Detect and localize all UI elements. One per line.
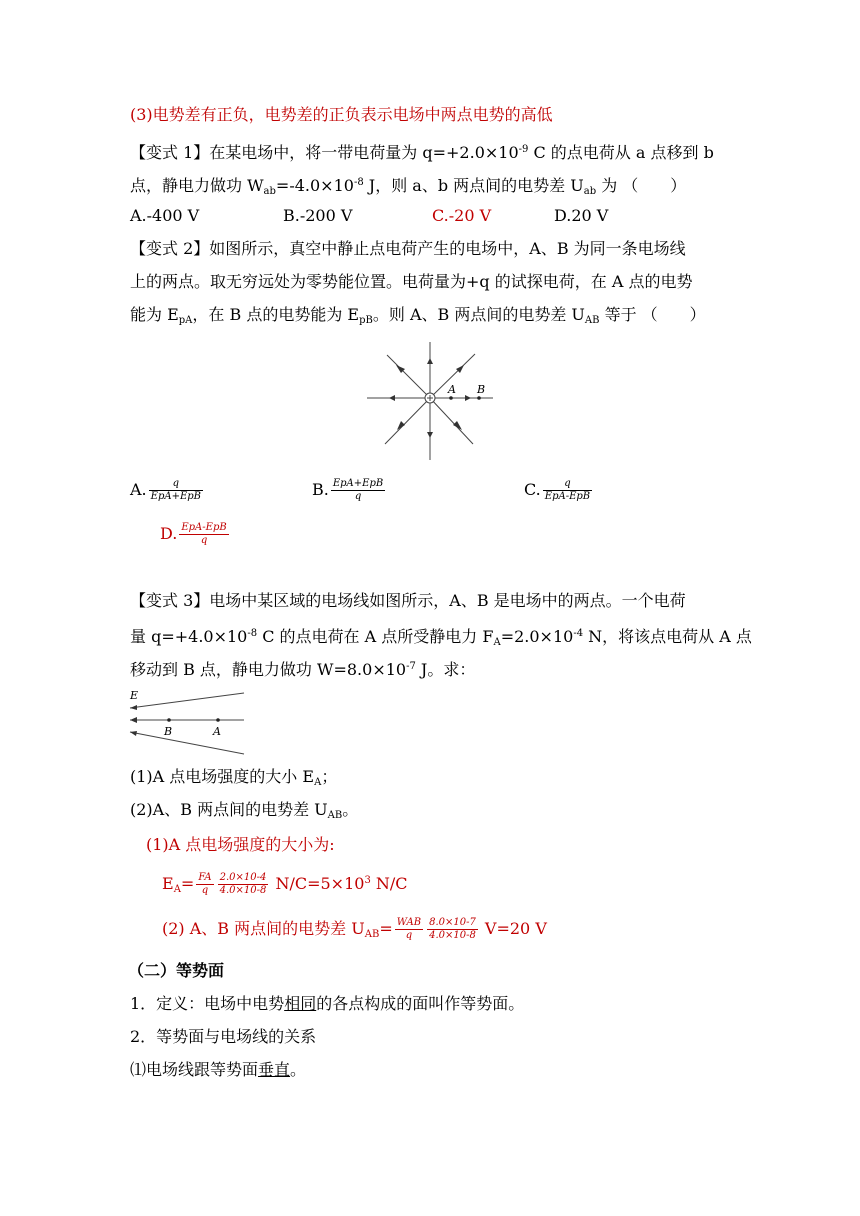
answer-1-formula [162,870,408,901]
numerator: WAB [396,917,422,928]
variant-1-option-a: A.-400 V [130,206,200,225]
fraction [149,478,203,503]
denominator: q [179,534,228,547]
denominator: 4.0×10-8 [219,885,267,896]
question-1 [130,766,337,794]
numerator: q [172,478,180,489]
denominator: q [331,490,385,503]
numerator: 8.0×10-7 [429,917,476,928]
text: 的各点构成的面叫作等势面。 [316,994,525,1013]
subscript: pB [359,315,373,326]
variant-1-heading: 【变式 1】 [130,143,210,162]
text: 量 q=+4.0×10 [130,627,248,646]
text: N，将该点电荷从 A 点 [583,627,752,646]
variant-2-line-1 [130,238,686,260]
option-letter: D. [160,524,178,543]
variant-1-option-d: D.20 V [554,206,609,225]
fraction [427,917,478,942]
text: 。 [342,800,359,819]
option-letter: B. [312,480,329,499]
underlined-term: 垂直 [258,1060,291,1079]
option-letter: A. [130,480,147,499]
numerator: EpA-EpB [181,522,227,533]
text: N/C [370,874,408,893]
figure-label-a: A [448,383,456,396]
text: 在某电场中，将一带电荷量为 q=+2.0×10 [209,143,519,162]
exponent: -8 [247,628,258,639]
denominator: 4.0×10-8 [429,930,476,941]
text: 。则 A、B 两点间的电势差 U [372,305,585,324]
variant-3-line-1 [130,590,686,612]
text: 点，静电力做功 W [130,176,264,195]
variant-2-option-d [160,522,231,547]
text: 如图所示，真空中静止点电荷产生的电场中，A、B 为同一条电场线 [209,239,686,258]
figure-label-b: B [477,383,486,396]
definition-line [130,993,524,1015]
exponent: -4 [573,628,584,639]
text: E [162,874,174,893]
variant-1-option-c: C.-20 V [432,206,492,225]
text: N/C=5×10 [270,874,365,893]
relation-item-1 [130,1059,306,1081]
text: J。求： [415,660,476,679]
fraction [395,917,423,942]
text: (2) A、B 两点间的电势差 U [162,919,365,938]
figure-label-e: E [130,689,139,702]
numerator: EpA+EpB [332,478,384,489]
exponent: -9 [518,144,529,155]
variant-2-option-b [312,478,387,503]
text: (1)A 点电场强度的大小 E [130,767,315,786]
figure-label-a: A [213,725,221,738]
variant-2-line-3 [130,304,706,332]
underlined-term: 相同 [284,994,317,1013]
fraction [179,522,228,547]
answer-2-formula [162,917,547,946]
numerator: FA [198,872,212,883]
variant-1-line-1 [130,139,714,164]
point-charge-field-figure [365,340,495,462]
denominator: q [395,929,423,942]
fraction [218,872,269,897]
text: =2.0×10 [500,627,574,646]
text: 电场中某区域的电场线如图所示，A、B 是电场中的两点。一个电荷 [209,591,686,610]
fraction [543,478,592,503]
equals: = [180,874,195,893]
subscript: A [314,777,322,788]
fraction [331,478,385,503]
subscript: AB [327,810,343,821]
text: ，在 B 点的电势能为 E [192,305,360,324]
subscript: ab [263,186,276,197]
equals: = [379,919,393,938]
text: 移动到 B 点，静电力做功 W=8.0×10 [130,660,407,679]
point-3-text: (3)电势差有正负，电势差的正负表示电场中两点电势的高低 [130,105,553,124]
question-2 [130,799,358,827]
text: (2)A、B 两点间的电势差 U [130,800,328,819]
text: 等于 （ ） [599,305,706,324]
denominator: EpA+EpB [150,491,201,502]
figure-label-b: B [164,725,173,738]
text: 1．定义：电场中电势 [130,994,285,1013]
denominator: EpA-EpB [544,491,591,502]
subscript: A [173,884,181,895]
subscript: ab [583,186,597,197]
text: =-4.0×10 [275,176,354,195]
variant-3-line-2 [130,623,752,654]
variant-1-line-2 [130,172,686,203]
fraction [196,872,213,897]
answer-1-title: (1)A 点电场强度的大小为: [146,835,335,854]
subscript: pA [178,315,193,326]
variant-2-line-2: 上的两点。取无穷远处为零势能位置。电荷量为+q 的试探电荷，在 A 点的电势 [130,272,693,291]
section-title: （二）等势面 [128,961,225,980]
exponent: -7 [406,661,416,672]
text: C 的点电荷从 a 点移到 b [528,143,714,162]
numerator: 2.0×10-4 [219,872,267,883]
text: J，则 a、b 两点间的电势差 U [363,176,584,195]
variant-2-option-a [130,478,205,503]
exponent: -8 [353,177,364,188]
text: 能为 E [130,305,179,324]
subscript: AB [364,929,380,940]
exponent: 3 [364,875,371,886]
subscript: A [493,637,501,648]
text: C 的点电荷在 A 点所受静电力 F [257,627,494,646]
variant-1-option-b: B.-200 V [283,206,353,225]
variant-3-line-3 [130,656,475,681]
relation-heading: 2．等势面与电场线的关系 [130,1027,317,1046]
denominator: q [196,884,213,897]
field-lines-figure [126,686,248,758]
option-letter: C. [524,480,541,499]
text: ⑴电场线跟等势面 [130,1060,259,1079]
numerator: q [564,478,571,489]
text: 。 [290,1060,307,1079]
variant-2-option-c [524,478,594,503]
variant-2-heading: 【变式 2】 [130,239,210,258]
text: ； [321,767,338,786]
subscript: AB [584,315,600,326]
text: 为 （ ） [596,176,687,195]
text: V=20 V [479,919,547,938]
variant-3-heading: 【变式 3】 [130,591,210,610]
